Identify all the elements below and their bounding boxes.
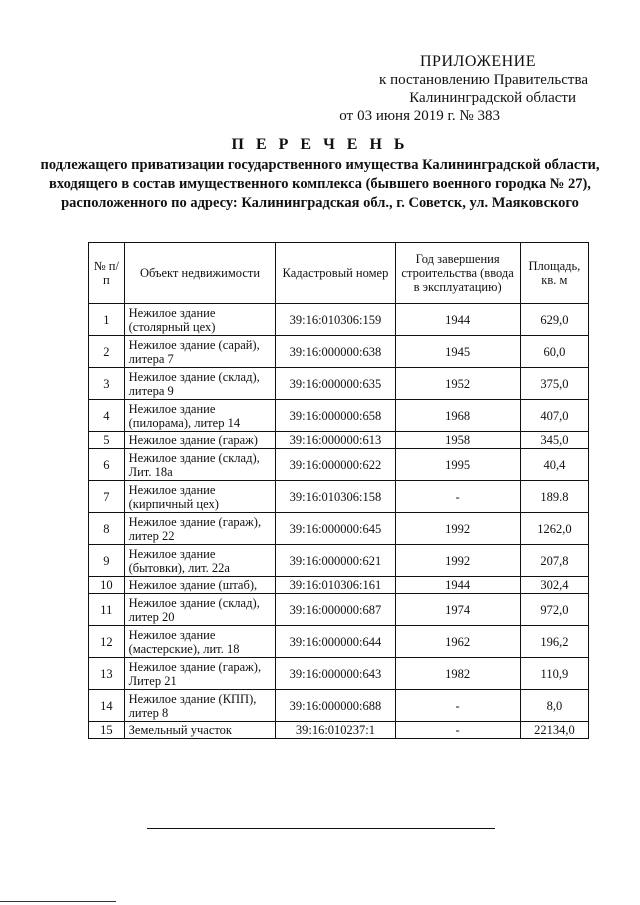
appendix-title: ПРИЛОЖЕНИЕ (419, 53, 536, 70)
row-cadastral: 39:16:010306:159 (276, 304, 395, 336)
row-area: 375,0 (520, 368, 588, 400)
row-area: 8,0 (520, 690, 588, 722)
row-cadastral: 39:16:000000:621 (276, 545, 395, 577)
table-row (89, 690, 589, 722)
row-cadastral: 39:16:010306:158 (276, 481, 395, 513)
row-object: Нежилое здание (гараж), Литер 21 (124, 658, 276, 690)
header-year: Год завершения строительства (ввода в эксплуатацию) (395, 243, 520, 304)
row-area: 207,8 (520, 545, 588, 577)
row-object: Нежилое здание (гараж), литер 22 (124, 513, 276, 545)
appendix-date-line (335, 107, 500, 125)
row-object: Нежилое здание (склад), Лит. 18а (124, 449, 276, 481)
row-num: 6 (89, 449, 125, 481)
table-header-row (89, 243, 589, 304)
row-object: Нежилое здание (склад), литер 20 (124, 594, 276, 626)
row-cadastral: 39:16:010237:1 (276, 722, 395, 739)
document-title: П Е Р Е Ч Е Н Ь (231, 136, 409, 153)
row-object: Нежилое здание (КПП), литер 8 (124, 690, 276, 722)
row-area: 1262,0 (520, 513, 588, 545)
table-row (89, 626, 589, 658)
row-year: - (395, 722, 520, 739)
row-cadastral: 39:16:000000:645 (276, 513, 395, 545)
row-area: 629,0 (520, 304, 588, 336)
row-year: 1974 (395, 594, 520, 626)
header-object: Объект недвижимости (124, 243, 276, 304)
property-table (88, 242, 589, 739)
row-area: 972,0 (520, 594, 588, 626)
row-num: 10 (89, 577, 125, 594)
table-row (89, 400, 589, 432)
appendix-region-line: Калининградской области (409, 90, 576, 106)
row-object: Нежилое здание (штаб), (124, 577, 276, 594)
table-row (89, 722, 589, 739)
row-area: 60,0 (520, 336, 588, 368)
table-row (89, 594, 589, 626)
row-cadastral: 39:16:000000:622 (276, 449, 395, 481)
row-cadastral: 39:16:010306:161 (276, 577, 395, 594)
row-num: 5 (89, 432, 125, 449)
header-num: № п/п (89, 243, 125, 304)
row-object: Нежилое здание (гараж) (124, 432, 276, 449)
row-year: 1995 (395, 449, 520, 481)
row-num: 4 (89, 400, 125, 432)
row-num: 8 (89, 513, 125, 545)
row-num: 14 (89, 690, 125, 722)
row-object: Нежилое здание (мастерские), лит. 18 (124, 626, 276, 658)
header-area: Площадь, кв. м (520, 243, 588, 304)
row-year: 1992 (395, 545, 520, 577)
document-heading (20, 136, 620, 213)
row-area: 189.8 (520, 481, 588, 513)
row-cadastral: 39:16:000000:613 (276, 432, 395, 449)
row-object: Нежилое здание (склад), литера 9 (124, 368, 276, 400)
table-row (89, 577, 589, 594)
row-object: Нежилое здание (столярный цех) (124, 304, 276, 336)
row-area: 22134,0 (520, 722, 588, 739)
table-row (89, 449, 589, 481)
row-cadastral: 39:16:000000:643 (276, 658, 395, 690)
row-cadastral: 39:16:000000:658 (276, 400, 395, 432)
row-year: 1958 (395, 432, 520, 449)
appendix-date: 03 июня 2019 г. № 383 (357, 108, 500, 124)
row-object: Нежилое здание (пилорама), литер 14 (124, 400, 276, 432)
row-area: 302,4 (520, 577, 588, 594)
row-year: 1962 (395, 626, 520, 658)
row-year: 1982 (395, 658, 520, 690)
row-year: 1968 (395, 400, 520, 432)
closing-divider-line (147, 828, 495, 829)
row-year: 1944 (395, 577, 520, 594)
appendix-resolution-line: к постановлению Правительства (379, 72, 588, 88)
row-num: 15 (89, 722, 125, 739)
row-year: 1944 (395, 304, 520, 336)
table-row (89, 368, 589, 400)
row-num: 3 (89, 368, 125, 400)
footer-mark-line (0, 901, 116, 902)
row-area: 110,9 (520, 658, 588, 690)
table-row (89, 336, 589, 368)
row-object: Нежилое здание (кирпичный цех) (124, 481, 276, 513)
table-row (89, 658, 589, 690)
table-row (89, 545, 589, 577)
table-row (89, 513, 589, 545)
row-cadastral: 39:16:000000:644 (276, 626, 395, 658)
row-num: 13 (89, 658, 125, 690)
row-cadastral: 39:16:000000:638 (276, 336, 395, 368)
row-area: 196,2 (520, 626, 588, 658)
row-area: 407,0 (520, 400, 588, 432)
row-year: 1992 (395, 513, 520, 545)
row-year: - (395, 690, 520, 722)
row-num: 9 (89, 545, 125, 577)
row-year: 1945 (395, 336, 520, 368)
date-prefix: от (339, 108, 354, 124)
row-object: Нежилое здание (сарай), литера 7 (124, 336, 276, 368)
row-num: 12 (89, 626, 125, 658)
document-subtitle: подлежащего приватизации государственного имущества Калининградской области, входящего в состав имущественного комплекса (бывшего военного городка № 27), расположенного по адресу: Калининградская обл., г. Советск, ул. Маяковского (40, 157, 600, 211)
row-year: 1952 (395, 368, 520, 400)
table-row (89, 432, 589, 449)
row-cadastral: 39:16:000000:635 (276, 368, 395, 400)
row-num: 1 (89, 304, 125, 336)
row-year: - (395, 481, 520, 513)
row-area: 40,4 (520, 449, 588, 481)
row-area: 345,0 (520, 432, 588, 449)
row-object: Нежилое здание (бытовки), лит. 22а (124, 545, 276, 577)
row-num: 2 (89, 336, 125, 368)
row-cadastral: 39:16:000000:688 (276, 690, 395, 722)
row-num: 11 (89, 594, 125, 626)
appendix-header (335, 53, 588, 125)
row-num: 7 (89, 481, 125, 513)
row-cadastral: 39:16:000000:687 (276, 594, 395, 626)
header-cadastral: Кадастровый номер (276, 243, 395, 304)
table-row (89, 481, 589, 513)
table-row (89, 304, 589, 336)
row-object: Земельный участок (124, 722, 276, 739)
